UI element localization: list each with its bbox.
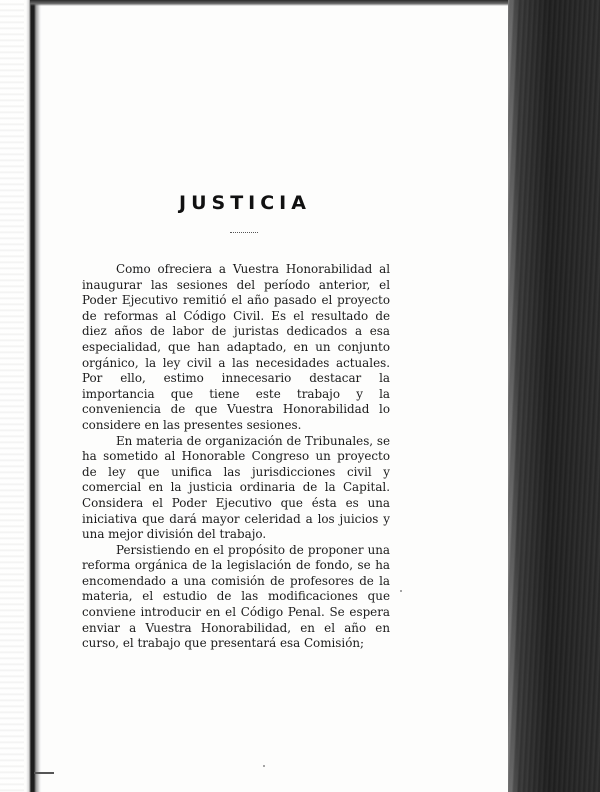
page-title: JUSTICIA [179, 192, 311, 214]
scan-left-margin [0, 0, 24, 792]
scan-mark [34, 772, 54, 774]
body-text [82, 262, 390, 652]
scan-speck [263, 765, 265, 767]
title-divider [230, 232, 258, 233]
facing-page-shadow [508, 0, 600, 792]
paragraph: Como ofreciera a Vuestra Honorabilidad al inaugurar las sesiones del período anterior, el Poder Ejecutivo remitió el año pasado el proyecto de reformas al Código Civil. Es el resultado de diez años de labor de juristas dedicados a esa especialidad, que han adaptado, en un conjunto orgánico, la ley civil a las necesidades actuales. Por ello, estimo innecesario destacar la importancia que tiene este trabajo y la conveniencia de que Vuestra Honorabilidad lo considere en las presentes sesiones. [82, 262, 390, 432]
page-top-edge [30, 0, 520, 6]
book-binding-edge [26, 0, 42, 792]
paragraph: En materia de organización de Tribunales, se ha sometido al Honorable Congreso un proyecto de ley que unifica las jurisdicciones civil y comercial en la justicia ordinaria de la Capital. Considera el Poder Ejecutivo que ésta es una iniciativa que dará mayor celeridad a los juicios y una mejor división del trabajo. [82, 433, 391, 542]
paragraph: Persistiendo en el propósito de proponer una reforma orgánica de la legislación de fondo, se ha encomendado a una comisión de profesores de la materia, el estudio de las modificaciones que conviene introducir en el Código Penal. Se espera enviar a Vuestra Honorabilidad, en el año en curso, el trabajo que presentará esa Comisión; [82, 542, 390, 651]
scan-speck [400, 590, 402, 592]
